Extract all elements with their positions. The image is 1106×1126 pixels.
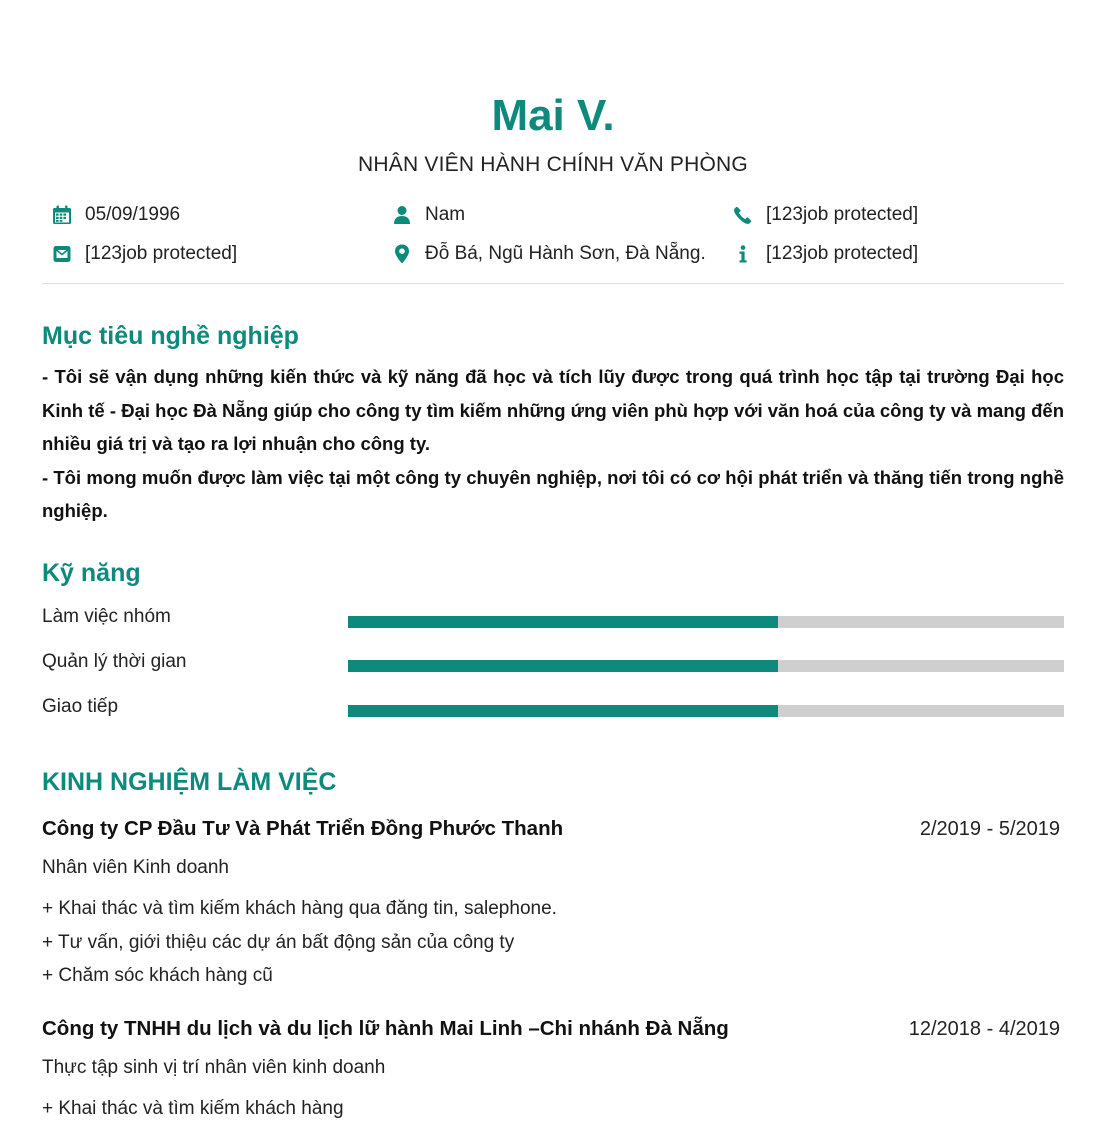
info-birthday bbox=[51, 202, 180, 228]
info-website bbox=[732, 241, 918, 267]
calendar-icon bbox=[51, 204, 73, 226]
info-email bbox=[51, 241, 237, 267]
skill-label: Giao tiếp bbox=[42, 696, 119, 717]
experience-role: Thực tập sinh vị trí nhân viên kinh doanh bbox=[42, 1057, 386, 1078]
experience-company: Công ty CP Đầu Tư Và Phát Triển Đồng Phước Thanh bbox=[42, 817, 564, 840]
info-phone bbox=[732, 202, 918, 228]
skill-label: Làm việc nhóm bbox=[42, 606, 171, 627]
job-title: NHÂN VIÊN HÀNH CHÍNH VĂN PHÒNG bbox=[358, 153, 748, 176]
gender-text: Nam bbox=[425, 204, 466, 225]
skill-label: Quản lý thời gian bbox=[42, 651, 187, 672]
phone-text: [123job protected] bbox=[766, 204, 919, 225]
user-icon bbox=[391, 204, 413, 226]
objective-paragraph: - Tôi mong muốn được làm việc tại một công ty chuyên nghiệp, nơi tôi có cơ hội phát triển và thăng tiến trong nghề nghiệp. bbox=[42, 466, 1064, 521]
header-divider bbox=[42, 283, 1064, 284]
experience-date: 12/2018 - 4/2019 bbox=[908, 1018, 1060, 1040]
experience-bullets bbox=[42, 1092, 344, 1126]
experience-role: Nhân viên Kinh doanh bbox=[42, 857, 229, 878]
experience-bullets bbox=[42, 892, 557, 993]
experience-company: Công ty TNHH du lịch và du lịch lữ hành Mai Linh –Chi nhánh Đà Nẵng bbox=[42, 1017, 729, 1040]
experience-date: 2/2019 - 5/2019 bbox=[919, 818, 1060, 840]
location-pin-icon bbox=[391, 243, 413, 265]
info-address bbox=[391, 241, 706, 267]
website-text: [123job protected] bbox=[766, 243, 919, 264]
experience-bullet: + Tư vấn, giới thiệu các dự án bất động sản của công ty bbox=[42, 931, 515, 953]
skill-bar-fill bbox=[348, 705, 778, 717]
skill-bar bbox=[348, 616, 1064, 628]
email-text: [123job protected] bbox=[85, 243, 238, 264]
birthday-text: 05/09/1996 bbox=[85, 204, 181, 225]
skill-bar-fill bbox=[348, 616, 778, 628]
experience-heading: KINH NGHIỆM LÀM VIỆC bbox=[42, 768, 337, 796]
experience-bullet: + Khai thác và tìm kiếm khách hàng qua đăng tin, salephone. bbox=[42, 898, 557, 919]
candidate-name: Mai V. bbox=[491, 91, 615, 140]
address-text: Đỗ Bá, Ngũ Hành Sơn, Đà Nẵng. bbox=[425, 243, 706, 264]
skills-heading: Kỹ năng bbox=[42, 559, 141, 587]
skill-bar-fill bbox=[348, 660, 778, 672]
experience-bullet: + Chăm sóc khách hàng cũ bbox=[42, 965, 273, 986]
info-gender bbox=[391, 202, 465, 228]
phone-icon bbox=[732, 204, 754, 226]
objective-paragraph: - Tôi sẽ vận dụng những kiến thức và kỹ năng đã học và tích lũy được trong quá trình học tập tại trường Đại học Kinh tế - Đại học Đà Nẵng giúp cho công ty tìm kiếm những ứng viên phù hợp với văn hoá của công ty và mang đến nhiều giá trị và tạo ra lợi nhuận cho công ty. bbox=[42, 366, 1064, 454]
envelope-icon bbox=[51, 243, 73, 265]
objective-text bbox=[42, 360, 1064, 528]
skill-bar bbox=[348, 660, 1064, 672]
info-icon bbox=[732, 243, 754, 265]
objective-heading: Mục tiêu nghề nghiệp bbox=[42, 322, 299, 350]
experience-bullet: + Khai thác và tìm kiếm khách hàng bbox=[42, 1098, 344, 1119]
skill-bar bbox=[348, 705, 1064, 717]
